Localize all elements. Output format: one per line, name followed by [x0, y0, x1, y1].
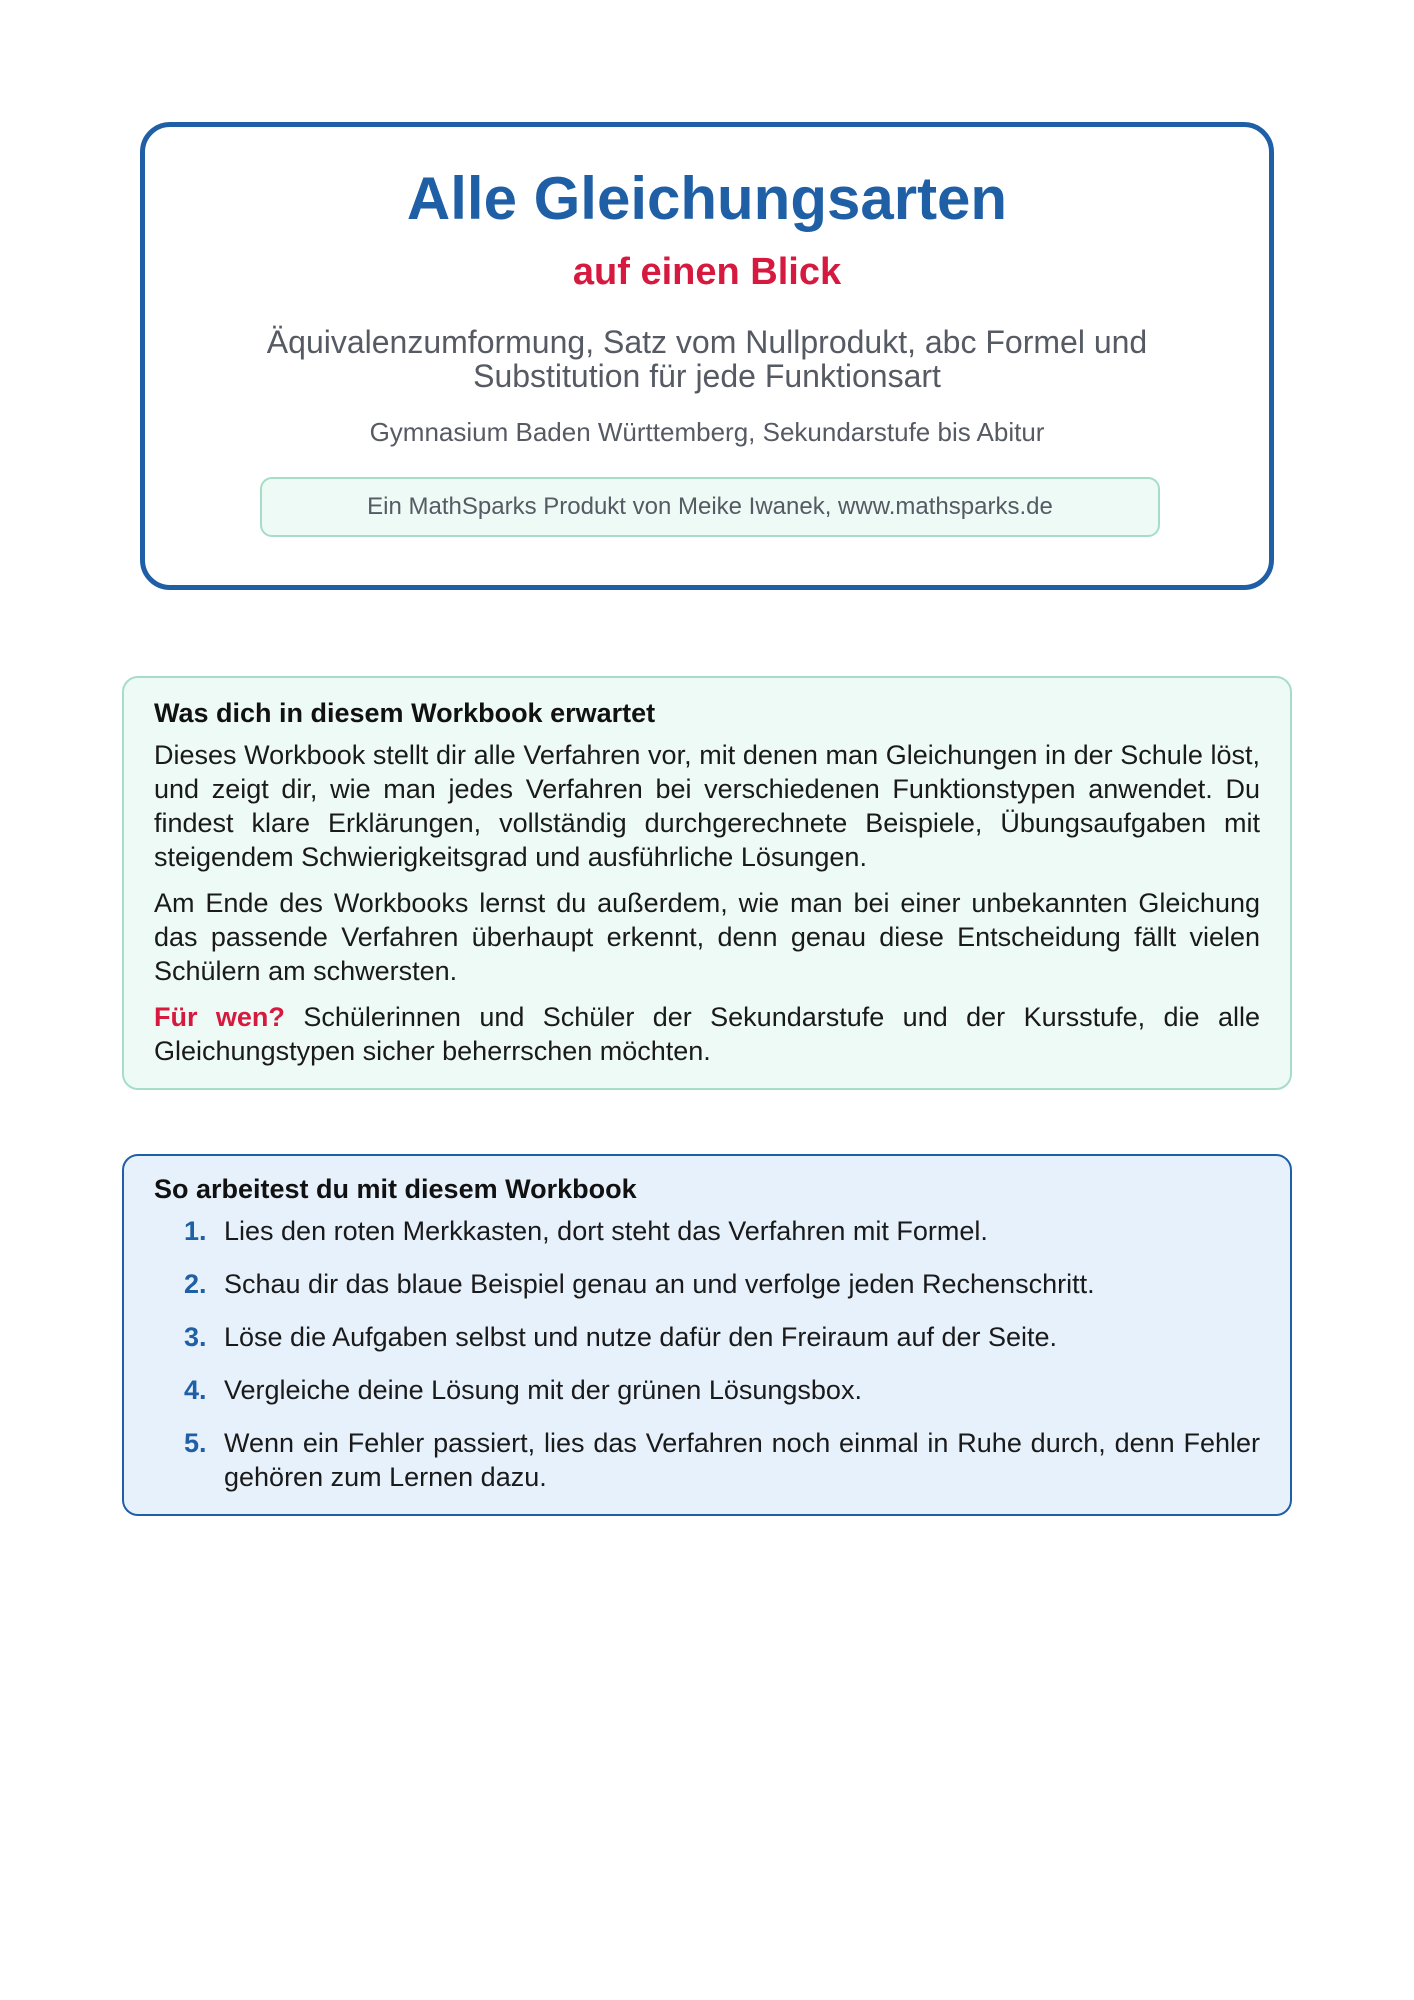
step-text: Schau dir das blaue Beispiel genau an und verfolge jeden Rechenschritt.: [224, 1269, 1095, 1299]
step-text: Löse die Aufgaben selbst und nutze dafür den Freiraum auf der Seite.: [224, 1322, 1058, 1352]
steps-list: [154, 1214, 1260, 1494]
audience-label: Für wen?: [154, 1002, 285, 1032]
school-level: Gymnasium Baden Württemberg, Sekundarstufe bis Abitur: [369, 417, 1045, 447]
step-item: [154, 1267, 1260, 1301]
audience-paragraph: [154, 1000, 1260, 1068]
step-number: 3.: [184, 1322, 207, 1352]
step-item: [154, 1214, 1260, 1248]
howto-heading: So arbeitest du mit diesem Workbook: [154, 1174, 637, 1204]
author-credit: Ein MathSparks Produkt von Meike Iwanek, www.mathsparks.de: [260, 477, 1160, 537]
step-number: 4.: [184, 1375, 207, 1405]
step-text: Vergleiche deine Lösung mit der grünen Lösungsbox.: [224, 1375, 862, 1405]
step-item: [154, 1426, 1260, 1494]
step-item: [154, 1373, 1260, 1407]
intro-paragraph-1: Dieses Workbook stellt dir alle Verfahren vor, mit denen man Gleichungen in der Schule löst, und zeigt dir, wie man jedes Verfahren bei verschiedenen Funktionstypen anwendet. Du findest klare Erklärungen, vollständig durchgerechnete Beispiele, Übungsaufgaben mit steigendem Schwierigkeitsgrad und ausführliche Lösungen.: [154, 740, 1260, 872]
document-title: Alle Gleichungsarten: [406, 165, 1008, 232]
step-number: 2.: [184, 1269, 207, 1299]
intro-box: [122, 676, 1292, 1090]
title-box: [140, 122, 1274, 590]
intro-paragraph-2: Am Ende des Workbooks lernst du außerdem, wie man bei einer unbekannten Gleichung das passende Verfahren überhaupt erkennt, denn genau diese Entscheidung fällt vielen Schülern am schwersten.: [154, 888, 1260, 986]
step-item: [154, 1320, 1260, 1354]
intro-heading: Was dich in diesem Workbook erwartet: [154, 698, 656, 728]
step-text: Wenn ein Fehler passiert, lies das Verfahren noch einmal in Ruhe durch, denn Fehler gehören zum Lernen dazu.: [224, 1428, 1260, 1492]
step-number: 5.: [184, 1428, 207, 1458]
document-description: Äquivalenzumformung, Satz vom Nullprodukt, abc Formel und Substitution für jede Funktionsart: [266, 324, 1148, 394]
audience-text: Schülerinnen und Schüler der Sekundarstufe und der Kursstufe, die alle Gleichungstypen sicher beherrschen möchten.: [154, 1002, 1260, 1066]
step-number: 1.: [184, 1216, 207, 1246]
document-subtitle: auf einen Blick: [572, 251, 842, 293]
step-text: Lies den roten Merkkasten, dort steht das Verfahren mit Formel.: [224, 1216, 988, 1246]
howto-box: [122, 1154, 1292, 1516]
